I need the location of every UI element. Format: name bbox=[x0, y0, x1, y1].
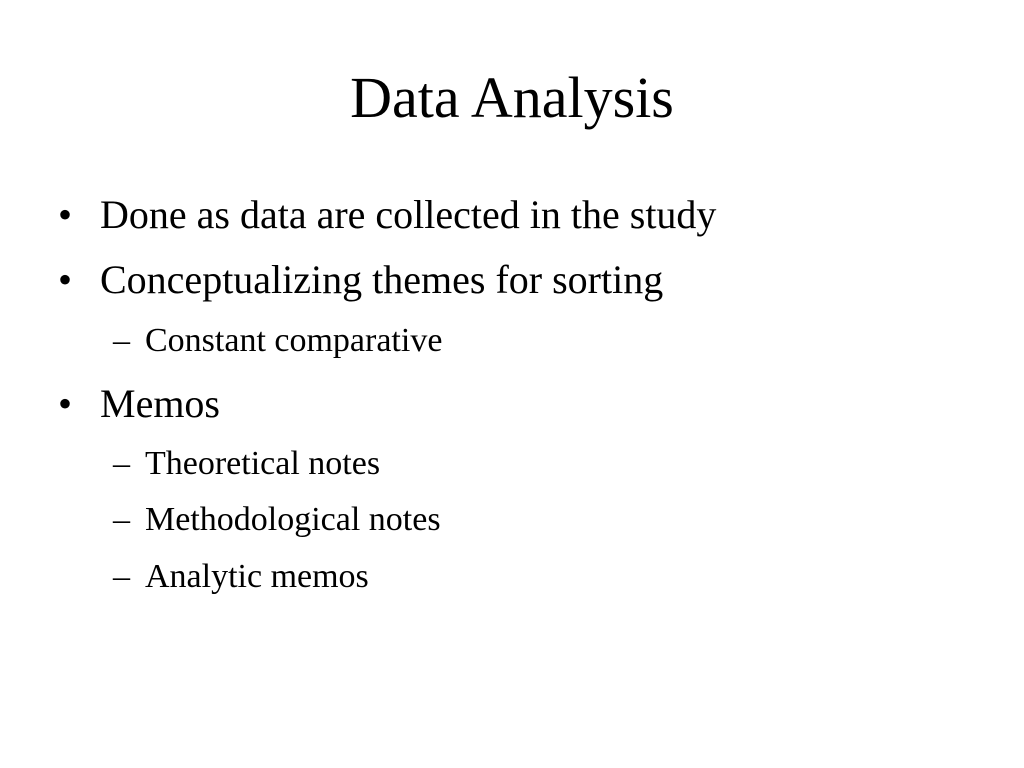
bullet-marker: • bbox=[58, 192, 73, 237]
sub-bullet-item bbox=[113, 498, 963, 542]
bullet-text: Done as data are collected in the study bbox=[100, 192, 717, 237]
sub-bullet-item bbox=[113, 319, 963, 363]
sub-bullet-text: Theoretical notes bbox=[145, 445, 381, 482]
sub-bullet-marker: – bbox=[113, 322, 130, 359]
sub-bullet-marker: – bbox=[113, 445, 130, 482]
sub-bullet-text: Methodological notes bbox=[145, 501, 441, 538]
sub-bullet-marker: – bbox=[113, 501, 130, 538]
bullet-text: Conceptualizing themes for sorting bbox=[100, 257, 664, 302]
bullet-item bbox=[58, 379, 958, 429]
slide-title: Data Analysis bbox=[350, 65, 674, 130]
bullet-item bbox=[58, 190, 958, 240]
bullet-marker: • bbox=[58, 381, 73, 426]
sub-bullet-text: Analytic memos bbox=[145, 558, 369, 595]
sub-bullet-item bbox=[113, 442, 963, 486]
sub-bullet-text: Constant comparative bbox=[145, 322, 443, 359]
sub-bullet-item bbox=[113, 555, 963, 599]
bullet-marker: • bbox=[58, 257, 73, 302]
bullet-item bbox=[58, 255, 958, 305]
bullet-text: Memos bbox=[100, 381, 220, 426]
sub-bullet-marker: – bbox=[113, 558, 130, 595]
